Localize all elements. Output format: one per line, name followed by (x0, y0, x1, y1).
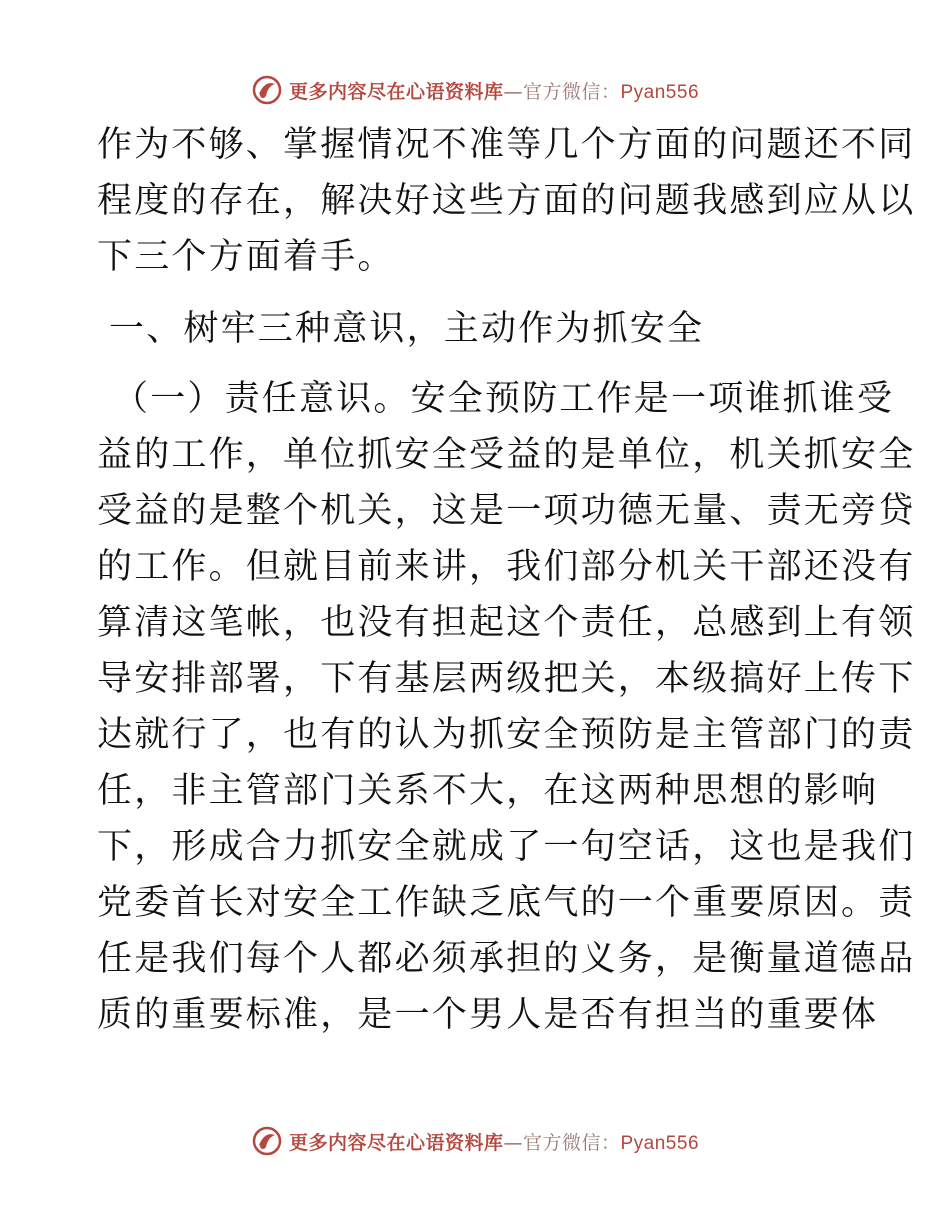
paragraph-line: 益的工作，单位抓安全受益的是单位，机关抓安全 (97, 435, 916, 475)
brand-logo-icon (251, 1125, 283, 1157)
section-heading: 一、树牢三种意识，主动作为抓安全 (109, 309, 705, 349)
brand-logo-icon (251, 74, 283, 106)
document-body (97, 117, 916, 1043)
paragraph-line: 作为不够、掌握情况不准等几个方面的问题还不同 (97, 125, 916, 165)
paragraph-line: 下三个方面着手。 (97, 237, 395, 277)
paragraph-line: 的工作。但就目前来讲，我们部分机关干部还没有 (97, 547, 916, 587)
header-watermark (0, 70, 950, 110)
watermark-text: 更多内容尽在心语资料库—官方微信：Pyan556 (288, 80, 700, 103)
paragraph-line: 算清这笔帐，也没有担起这个责任，总感到上有领 (97, 603, 916, 643)
paragraph-line: 下，形成合力抓安全就成了一句空话，这也是我们 (97, 827, 916, 867)
paragraph-line: 任是我们每个人都必须承担的义务，是衡量道德品 (97, 939, 916, 979)
paragraph-line: 任，非主管部门关系不大，在这两种思想的影响 (97, 771, 879, 811)
paragraph-line: （一）责任意识。安全预防工作是一项谁抓谁受 (113, 379, 895, 419)
paragraph-line: 达就行了，也有的认为抓安全预防是主管部门的责 (97, 715, 916, 755)
paragraph-line: 党委首长对安全工作缺乏底气的一个重要原因。责 (97, 883, 916, 923)
paragraph-line: 质的重要标准，是一个男人是否有担当的重要体 (97, 995, 879, 1035)
paragraph-line: 程度的存在，解决好这些方面的问题我感到应从以 (97, 181, 916, 221)
footer-watermark (0, 1121, 950, 1161)
paragraph-line: 导安排部署，下有基层两级把关，本级搞好上传下 (97, 659, 916, 699)
watermark-text: 更多内容尽在心语资料库—官方微信：Pyan556 (288, 1131, 700, 1154)
paragraph-line: 受益的是整个机关，这是一项功德无量、责无旁贷 (97, 491, 916, 531)
